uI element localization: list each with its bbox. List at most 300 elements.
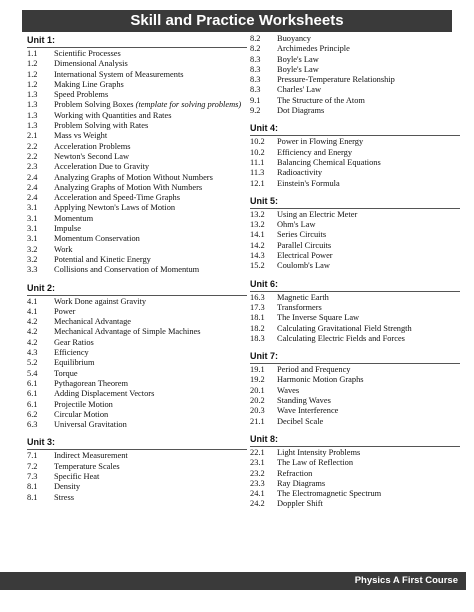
worksheet-title-text: Density [54,482,81,492]
section-number: 16.3 [250,292,265,302]
section-number: 8.1 [27,482,38,492]
worksheet-title [54,49,247,59]
section-number: 4.1 [27,296,38,306]
worksheet-title-text: Using an Electric Meter [277,209,358,219]
section-number: 8.3 [250,64,261,74]
worksheet-entry [27,111,247,121]
worksheet-entry [27,245,247,255]
worksheet-title-text: Impulse [54,224,81,234]
section-number: 23.1 [250,458,265,468]
section-number: 20.3 [250,406,265,416]
section-number: 3.2 [27,244,38,254]
unit-heading: Unit 4: [250,123,278,134]
worksheet-entry [250,396,460,406]
section-number: 5.2 [27,358,38,368]
worksheet-entry [27,265,247,275]
section-number: 11.3 [250,168,265,178]
worksheet-entry [250,261,460,271]
worksheet-title [54,70,247,80]
worksheet-title-text: Analyzing Graphs of Motion Without Numbers [54,172,213,182]
worksheet-title [277,210,460,220]
worksheet-title-text: Doppler Shift [277,499,323,509]
worksheet-title-text: Boyle's Law [277,54,319,64]
worksheet-entry [27,152,247,162]
worksheet-title-text: Ohm's Law [277,220,316,230]
worksheet-title-text: Ray Diagrams [277,478,326,488]
section-number: 2.4 [27,172,38,182]
unit-divider [250,135,460,136]
worksheet-title-text: Waves [277,385,300,395]
section-number: 24.1 [250,489,265,499]
worksheet-entry [250,106,460,116]
section-number: 8.2 [250,34,261,43]
section-number: 4.3 [27,348,38,358]
section-number: 11.1 [250,157,265,167]
left-column [27,34,247,503]
worksheet-title [54,100,247,110]
worksheet-title [54,234,247,244]
section-number: 13.2 [250,209,265,219]
worksheet-entry [250,75,460,85]
worksheet-note: (template for solving problems) [135,100,242,110]
worksheet-entry [250,417,460,427]
section-number: 8.1 [27,492,38,502]
worksheet-title [54,121,247,131]
worksheet-title [54,59,247,69]
worksheet-title [277,44,460,54]
worksheet-entry [250,479,460,489]
worksheet-title [277,179,460,189]
worksheet-entry [27,193,247,203]
worksheet-title-text: Potential and Kinetic Energy [54,254,151,264]
worksheet-title [54,338,247,348]
section-number: 9.2 [250,106,261,116]
section-number: 6.1 [27,378,38,388]
worksheet-entry [27,327,247,337]
unit-heading: Unit 7: [250,351,278,362]
worksheet-title-text: Problem Solving with Rates [54,121,149,131]
worksheet-title-text: Acceleration and Speed-Time Graphs [54,193,180,203]
worksheet-entry [250,148,460,158]
worksheet-title [277,417,460,427]
worksheet-title-text: Mass vs Weight [54,131,108,141]
section-number: 3.3 [27,265,38,275]
unit-heading: Unit 6: [250,278,278,289]
worksheet-title [277,406,460,416]
worksheet-title-text: Specific Heat [54,471,100,481]
section-number: 22.1 [250,447,265,457]
unit-divider [27,47,247,48]
worksheet-title [277,313,460,323]
worksheet-entry [250,324,460,334]
worksheet-entry [27,400,247,410]
section-number: 2.1 [27,131,38,141]
worksheet-title [54,224,247,234]
worksheet-title-text: Series Circuits [277,230,327,240]
worksheet-title [54,152,247,162]
section-number: 4.1 [27,306,38,316]
section-number: 1.2 [27,79,38,89]
worksheet-title-text: Transformers [277,302,322,312]
worksheet-title [54,462,247,472]
section-number: 10.2 [250,137,265,147]
worksheet-title [277,293,460,303]
worksheet-entry [250,85,460,95]
worksheet-title [277,158,460,168]
worksheet-title [54,379,247,389]
section-number: 15.2 [250,261,265,271]
worksheet-entry [250,158,460,168]
worksheet-title-text: Work [54,244,73,254]
worksheet-title-text: Charles' Law [277,85,322,95]
worksheet-entry [250,458,460,468]
section-number: 6.2 [27,409,38,419]
worksheet-title [54,348,247,358]
worksheet-entry [27,493,247,503]
worksheet-entry [250,334,460,344]
section-number: 6.1 [27,399,38,409]
worksheet-title [54,358,247,368]
section-number: 12.1 [250,178,265,188]
worksheet-title-text: Light Intensity Problems [277,447,361,457]
worksheet-title-text: Refraction [277,468,313,478]
section-number: 2.4 [27,193,38,203]
worksheet-title [54,482,247,492]
worksheet-title-text: Efficiency [54,348,89,358]
section-number: 14.2 [250,240,265,250]
section-number: 2.2 [27,151,38,161]
worksheet-entry [250,469,460,479]
worksheet-entry [27,338,247,348]
worksheet-title-text: Dimensional Analysis [54,59,128,69]
worksheet-title [277,65,460,75]
worksheet-title-text: Adding Displacement Vectors [54,389,155,399]
section-number: 3.1 [27,203,38,213]
section-number: 2.2 [27,141,38,151]
worksheet-title-text: Scientific Processes [54,49,121,58]
worksheet-title [54,369,247,379]
section-number: 1.3 [27,90,38,100]
worksheet-entry [250,375,460,385]
worksheet-entry [250,448,460,458]
worksheet-title [54,400,247,410]
worksheet-title-text: Magnetic Earth [277,292,329,302]
worksheet-entry [27,59,247,69]
section-number: 19.2 [250,375,265,385]
section-number: 4.2 [27,327,38,337]
worksheet-title-text: Speed Problems [54,90,109,100]
worksheet-title-text: Applying Newton's Laws of Motion [54,203,176,213]
worksheet-title [54,420,247,430]
unit-heading: Unit 5: [250,195,278,206]
section-number: 23.2 [250,468,265,478]
worksheet-title [277,96,460,106]
unit-heading: Unit 1: [27,35,55,45]
worksheet-entry [250,241,460,251]
section-number: 6.3 [27,420,38,430]
worksheet-entry [27,482,247,492]
worksheet-title-text: Indirect Measurement [54,451,128,461]
worksheet-title [54,265,247,275]
worksheet-title [277,148,460,158]
worksheet-title [277,106,460,116]
worksheet-entry [250,220,460,230]
section-number: 8.3 [250,75,261,85]
section-number: 1.1 [27,49,38,58]
worksheet-entry [250,96,460,106]
section-number: 1.2 [27,59,38,69]
worksheet-title-text: Balancing Chemical Equations [277,157,381,167]
section-number: 5.4 [27,368,38,378]
section-number: 6.1 [27,389,38,399]
worksheet-title [54,173,247,183]
worksheet-title [277,469,460,479]
worksheet-title-text: Acceleration Due to Gravity [54,162,150,172]
unit-heading: Unit 2: [27,282,55,293]
worksheet-title-text: International System of Measurements [54,69,184,79]
worksheet-title-text: Collisions and Conservation of Momentum [54,265,200,275]
worksheet-entry [250,137,460,147]
worksheet-entry [250,55,460,65]
worksheet-title [277,75,460,85]
section-number: 8.3 [250,54,261,64]
worksheet-title [54,451,247,461]
worksheet-title-text: Pressure-Temperature Relationship [277,75,395,85]
worksheet-title-text: Archimedes Principle [277,44,350,54]
worksheet-entry [27,389,247,399]
worksheet-title-text: Einstein's Formula [277,178,340,188]
section-number: 8.2 [250,44,261,54]
unit-heading: Unit 8: [250,433,278,444]
worksheet-title-text: The Law of Reflection [277,458,354,468]
worksheet-title-text: Electrical Power [277,251,333,261]
worksheet-title-text: Wave Interference [277,406,339,416]
worksheet-entry [27,420,247,430]
section-number: 1.3 [27,110,38,120]
worksheet-entry [27,121,247,131]
worksheet-entry [27,142,247,152]
worksheet-title [54,162,247,172]
worksheet-entry [27,462,247,472]
section-number: 9.1 [250,95,261,105]
worksheet-title-text: Power in Flowing Energy [277,137,364,147]
worksheet-title [54,317,247,327]
section-number: 2.3 [27,162,38,172]
worksheet-entry [27,80,247,90]
worksheet-entry [250,406,460,416]
worksheet-entry [27,214,247,224]
worksheet-title-text: Calculating Gravitational Field Strength [277,323,412,333]
section-number: 3.1 [27,213,38,223]
worksheet-title [277,251,460,261]
worksheet-title [54,183,247,193]
worksheet-title [277,220,460,230]
worksheet-title-text: The Inverse Square Law [277,313,360,323]
worksheet-title [54,90,247,100]
worksheet-title [277,448,460,458]
worksheet-title-text: Radioactivity [277,168,323,178]
unit-divider [27,295,247,296]
worksheet-entry [250,293,460,303]
section-number: 21.1 [250,416,265,426]
worksheet-entry [250,303,460,313]
worksheet-entry [250,44,460,54]
worksheet-title-text: Harmonic Motion Graphs [277,375,364,385]
worksheet-title [54,297,247,307]
worksheet-title-text: Mechanical Advantage of Simple Machines [54,327,201,337]
section-number: 3.1 [27,234,38,244]
worksheet-title [54,410,247,420]
section-number: 14.1 [250,230,265,240]
worksheet-title [54,327,247,337]
worksheet-title [54,131,247,141]
section-number: 1.2 [27,69,38,79]
section-number: 23.3 [250,478,265,488]
worksheet-entry [27,131,247,141]
worksheet-title-text: Circular Motion [54,409,109,419]
worksheet-entry [250,34,460,44]
worksheet-title-text: Equilibrium [54,358,95,368]
worksheet-title-text: Efficiency and Energy [277,147,353,157]
worksheet-entry [27,297,247,307]
worksheet-title [54,193,247,203]
worksheet-title [54,255,247,265]
worksheet-title-text: Power [54,306,76,316]
section-number: 10.2 [250,147,265,157]
worksheet-title-text: Acceleration Problems [54,141,131,151]
worksheet-title-text: Newton's Second Law [54,151,130,161]
worksheet-title-text: Buoyancy [277,34,311,43]
worksheet-title-text: The Electromagnetic Spectrum [277,489,382,499]
worksheet-title-text: Pythagorean Theorem [54,378,129,388]
worksheet-title-text: Coulomb's Law [277,261,330,271]
worksheet-entry [250,168,460,178]
worksheet-entry [27,224,247,234]
worksheet-entry [250,251,460,261]
worksheet-entry [27,162,247,172]
worksheet-entry [27,90,247,100]
worksheet-entry [27,173,247,183]
worksheet-title [277,334,460,344]
worksheet-entry [27,100,247,110]
worksheet-title-text: Temperature Scales [54,461,120,471]
section-number: 8.3 [250,85,261,95]
worksheet-title [54,214,247,224]
worksheet-title [54,203,247,213]
unit-heading: Unit 3: [27,437,55,448]
section-number: 20.2 [250,396,265,406]
section-number: 7.2 [27,461,38,471]
section-number: 18.3 [250,333,265,343]
section-number: 14.3 [250,251,265,261]
worksheet-entry [27,410,247,420]
worksheet-title [277,499,460,509]
worksheet-entry [27,255,247,265]
worksheet-title-text: Momentum Conservation [54,234,140,244]
worksheet-title-text: Analyzing Graphs of Motion With Numbers [54,182,203,192]
section-number: 1.3 [27,100,38,110]
worksheet-title [277,168,460,178]
worksheet-title [54,142,247,152]
worksheet-entry [27,307,247,317]
worksheet-title [277,303,460,313]
worksheet-title-text: Decibel Scale [277,416,324,426]
worksheet-entry [27,348,247,358]
worksheet-title-text: Torque [54,368,78,378]
worksheet-title-text: Calculating Electric Fields and Forces [277,333,405,343]
worksheet-title [277,375,460,385]
worksheet-title [277,55,460,65]
worksheet-entry [27,234,247,244]
section-number: 1.3 [27,121,38,131]
unit-divider [250,208,460,209]
worksheet-title [277,241,460,251]
unit-divider [250,363,460,364]
worksheet-title [277,396,460,406]
worksheet-title-text: Universal Gravitation [54,420,127,430]
worksheet-title-text: Momentum [54,213,94,223]
worksheet-title [277,85,460,95]
worksheet-title-text: Mechanical Advantage [54,317,131,327]
worksheet-entry [250,489,460,499]
section-number: 3.1 [27,224,38,234]
worksheet-title [54,389,247,399]
worksheet-title [277,230,460,240]
footer-title: Physics A First Course [0,572,466,590]
section-number: 18.1 [250,313,265,323]
worksheet-title [54,472,247,482]
unit-divider [27,449,247,450]
section-number: 4.2 [27,317,38,327]
section-number: 7.3 [27,471,38,481]
worksheet-entry [250,230,460,240]
worksheet-entry [27,49,247,59]
worksheet-title-text: Projectile Motion [54,399,113,409]
worksheet-entry [27,451,247,461]
worksheet-entry [250,365,460,375]
section-number: 2.4 [27,182,38,192]
worksheet-title [277,34,460,44]
worksheet-entry [27,70,247,80]
worksheet-title [54,80,247,90]
worksheet-title [277,365,460,375]
page-title: Skill and Practice Worksheets [22,10,452,32]
unit-divider [250,446,460,447]
worksheet-entry [250,65,460,75]
worksheet-title [54,493,247,503]
worksheet-title [54,245,247,255]
worksheet-title-text: Problem Solving Boxes [54,100,134,110]
section-number: 13.2 [250,220,265,230]
worksheet-title-text: Boyle's Law [277,64,319,74]
worksheet-title-text: Work Done against Gravity [54,296,147,306]
worksheet-title-text: Working with Quantities and Rates [54,110,172,120]
worksheet-entry [250,499,460,509]
section-number: 18.2 [250,323,265,333]
section-number: 7.1 [27,451,38,461]
worksheet-entry [27,379,247,389]
worksheet-title [277,458,460,468]
worksheet-entry [27,369,247,379]
worksheet-entry [27,472,247,482]
worksheet-title [277,479,460,489]
worksheet-entry [250,210,460,220]
worksheet-title-text: Making Line Graphs [54,79,124,89]
section-number: 19.1 [250,365,265,375]
worksheet-entry [27,183,247,193]
worksheet-title-text: Period and Frequency [277,365,351,375]
worksheet-entry [27,317,247,327]
